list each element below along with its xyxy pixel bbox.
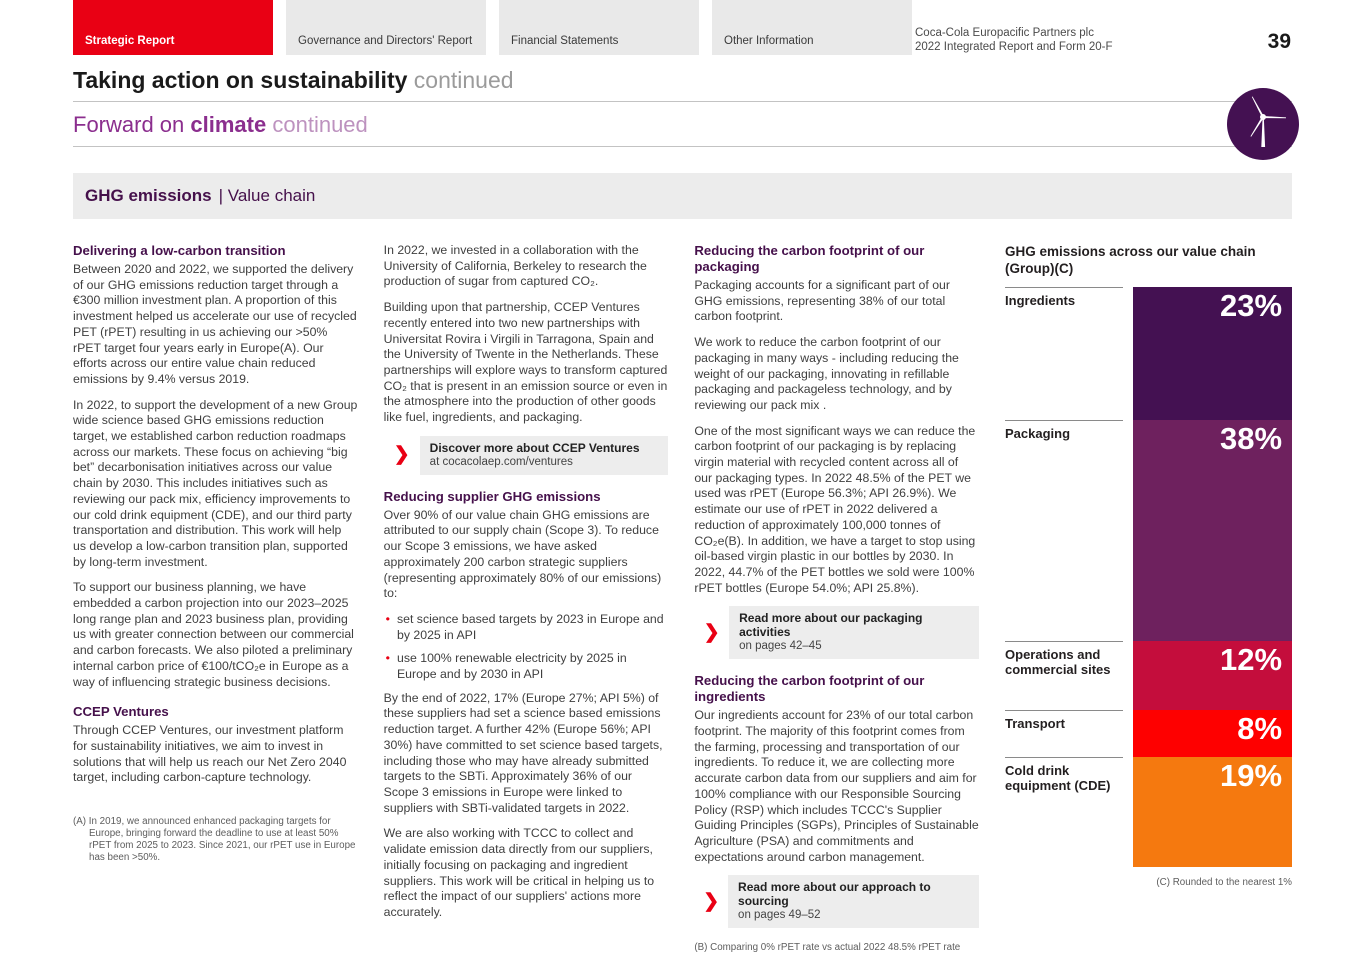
paragraph: Building upon that partnership, CCEP Ventures recently entered into two new partnerships with Universitat Rovira i Virgili in Tarragona, Spain and the University of Twente in the Netherlands. These partnerships will explore ways to transform captured CO₂ that is present in an emission source or even in the atmosphere into the production of other goods like fuel, ingredients, and packaging. — [383, 300, 668, 425]
tab-financial-statements[interactable] — [499, 0, 699, 55]
chart-category-label: Transport — [1005, 710, 1123, 731]
chart-category-label: Packaging — [1005, 420, 1123, 441]
tab-other-information[interactable] — [712, 0, 912, 55]
discover-ccep-ventures-link[interactable] — [384, 436, 669, 475]
bullet-icon: • — [385, 611, 390, 626]
company-name: Coca-Cola Europacific Partners plc — [915, 27, 1094, 39]
tab-governance-report[interactable] — [286, 0, 486, 55]
paragraph: Over 90% of our value chain GHG emissions are attributed to our supply chain (Scope 3). To reduce our Scope 3 emissions, we have asked approximately 200 carbon strategic suppliers (representing approximately 80% of our emissions) to: — [383, 507, 662, 601]
callout-subtitle: on pages 42–45 — [739, 640, 822, 653]
article-columns — [73, 243, 1292, 954]
value-chain-emissions-chart — [1005, 243, 1292, 954]
callout-text — [728, 875, 979, 928]
report-title: 2022 Integrated Report and Form 20-F — [915, 41, 1113, 53]
subtitle-prefix: Forward on — [73, 112, 185, 137]
footnote-a: (A) In 2019, we announced enhanced packaging targets for Europe, bringing forward the deadline to use at least 50% rPET from 2025 to 2023. Since 2021, our rPET use in Europe has been >50%. — [73, 816, 356, 864]
packaging-activities-link[interactable] — [694, 606, 979, 659]
chart-segment-value: 12% — [1219, 641, 1283, 677]
chart-segment-value: 19% — [1219, 757, 1283, 793]
footnote-c: (C) Rounded to the nearest 1% — [1156, 877, 1293, 888]
heading-low-carbon-transition: Delivering a low-carbon transition — [73, 243, 286, 258]
section-tab-bar — [73, 0, 912, 55]
chevron-right-icon: ❯ — [694, 606, 729, 659]
callout-title: Read more about our approach to sourcing — [738, 880, 931, 909]
paragraph: In 2022, to support the development of a new Group wide science based GHG emissions reduction target, we established carbon reduction roadmaps across our markets. These focus on achieving “big bet” decarbonisation initiatives across our value chain by 2030. This includes initiatives such as reviewing our pack mix, efficiency improvements to our cold drink equipment (CDE), and our third party transportation and distribution. This work will help us develop a low-carbon transition plan, supported by long-term investment. — [73, 397, 358, 569]
paragraph: Through CCEP Ventures, our investment platform for sustainability initiatives, we aim to invest in solutions that will help us reach our Net Zero 2040 target, including carbon-capture technology. — [73, 723, 347, 785]
tab-label: Governance and Directors' Report — [298, 35, 473, 47]
chevron-right-icon: ❯ — [384, 436, 420, 475]
list-item — [384, 612, 669, 643]
chart-title: GHG emissions across our value chain (Group)(C) — [1005, 244, 1256, 276]
title-main: Taking action on sustainability — [73, 67, 408, 93]
column-supplier-emissions — [384, 243, 669, 954]
bullet-text: use 100% renewable electricity by 2025 in Europe and by 2030 in API — [396, 651, 627, 682]
sourcing-approach-link[interactable] — [694, 875, 979, 928]
report-identifier — [915, 26, 1113, 54]
chart-segment-value: 23% — [1219, 288, 1283, 323]
heading-packaging-footprint: Reducing the carbon footprint of our packaging — [694, 243, 925, 274]
chart-segment — [1133, 710, 1292, 756]
tab-strategic-report[interactable] — [73, 0, 273, 55]
paragraph: Our ingredients account for 23% of our total carbon footprint. The majority of this footprint comes from the farming, processing and transportation of our ingredients. To reduce it, we are collecting more accurate carbon data from our suppliers and aim for 100% compliance with our Responsible Sourcing Policy (RSP) which includes TCCC's Supplier Guiding Principles (SGPs), Principles of Sustainable Agriculture (PSA) and commitments and expectations around carbon management. — [694, 708, 979, 864]
tab-label: Strategic Report — [85, 35, 175, 47]
section-banner — [73, 173, 1292, 219]
paragraph: One of the most significant ways we can reduce the carbon footprint of our packaging is by replacing virgin material with recycled content across all of our packaging types. In 2022 48.5% of the PET we used was rPET (Europe 56.3%; API 26.9%). We estimate our use of rPET in 2022 delivered a reduction of approximately 100,000 tonnes of CO₂e(B). In addition, we have a target to stop using oil-based virgin plastic in our bottles by 2030. In 2022, 44.7% of the PET bottles we sold were 100% rPET bottles (Europe 54.0%; API 25.8%). — [694, 423, 976, 595]
heading-ccep-ventures: CCEP Ventures — [73, 704, 169, 720]
chart-body — [1005, 287, 1292, 867]
callout-title: Read more about our packaging activities — [739, 611, 923, 640]
footnote-b: (B) Comparing 0% rPET rate vs actual 2022 48.5% rPET rate — [694, 942, 961, 954]
list-item — [384, 651, 669, 682]
callout-text — [729, 606, 979, 659]
chart-segment — [1133, 287, 1292, 420]
chart-segment-value: 38% — [1219, 421, 1283, 457]
wind-turbine-icon — [1227, 88, 1299, 160]
page-title — [73, 66, 1292, 94]
callout-title: Discover more about CCEP Ventures — [429, 440, 640, 455]
subtitle-continued: continued — [272, 112, 368, 137]
callout-subtitle: on pages 49–52 — [738, 909, 821, 922]
page-subtitle — [73, 111, 1292, 139]
paragraph: Between 2020 and 2022, we supported the delivery of our GHG emissions reduction target through a €300 million investment plan. A proportion of this investment helped us accelerate our use of recycled PET (rPET) resulting in us achieving our >50% rPET target four years early in Europe(A). Our efforts across our entire value chain reduced emissions by 9.4% versus 2019. — [73, 262, 357, 386]
chart-segment-value: 8% — [1237, 711, 1283, 747]
paragraph: Packaging accounts for a significant part of our GHG emissions, representing 38% of our total carbon footprint. — [694, 278, 950, 324]
chart-stacked-bar — [1133, 287, 1292, 867]
banner-subtitle: | Value chain — [218, 186, 316, 205]
page-number: 39 — [1267, 30, 1291, 53]
tab-label: Financial Statements — [511, 35, 619, 47]
bullet-icon: • — [385, 651, 390, 666]
page-content — [73, 66, 1292, 954]
heading-supplier-ghg-emissions: Reducing supplier GHG emissions — [383, 488, 601, 504]
chart-category-label: Ingredients — [1005, 287, 1123, 308]
chart-segment — [1133, 641, 1292, 711]
heading-ingredients-footprint: Reducing the carbon footprint of our ingredients — [694, 673, 925, 705]
chart-segment — [1133, 757, 1292, 867]
paragraph: We work to reduce the carbon footprint of our packaging in many ways - including reducing the weight of our packaging, innovating in refillable packaging and packageless technology, and by reviewing our pack mix . — [694, 335, 959, 412]
chart-segment — [1133, 420, 1292, 640]
divider — [73, 146, 1292, 147]
divider — [73, 101, 1292, 102]
tab-label: Other Information — [724, 35, 814, 47]
paragraph: We are also working with TCCC to collect and validate emission data directly from our suppliers, initially focusing on packaging and ingredient suppliers. This work will be critical in helping us to reflect the impact of our suppliers' actions more accurately. — [383, 826, 655, 919]
bullet-text: set science based targets by 2023 in Europe and by 2025 in API — [396, 611, 664, 642]
callout-subtitle: at cocacolaep.com/ventures — [429, 455, 573, 468]
subtitle-keyword: climate — [190, 112, 267, 137]
chevron-right-icon: ❯ — [694, 875, 728, 928]
column-low-carbon-transition — [73, 243, 358, 954]
paragraph: In 2022, we invested in a collaboration with the University of California, Berkeley to research the production of sugar from captured CO₂. — [383, 243, 647, 289]
column-packaging-ingredients — [694, 243, 979, 954]
chart-category-label: Operations and commercial sites — [1005, 641, 1123, 677]
paragraph: To support our business planning, we have embedded a carbon projection into our 2023–2025 long range plan and 2023 business plan, providing us with greater connection between our commercial and carbon forecasts. We also piloted a preliminary internal carbon price of €100/tCO₂e in Europe as a way of influencing strategic business decisions. — [73, 580, 354, 689]
chart-category-label: Cold drink equipment (CDE) — [1005, 757, 1123, 793]
title-continued: continued — [413, 67, 514, 93]
chart-label-column — [1005, 287, 1133, 867]
callout-text — [420, 436, 650, 475]
paragraph: By the end of 2022, 17% (Europe 27%; API 5%) of these suppliers had set a science based emissions reduction target. A further 42% (Europe 56%; API 30%) have committed to set science based targets, including those who may have already submitted targets to the SBTi. Approximately 36% of our Scope 3 emissions in Europe were linked to suppliers with SBTi-validated targets in 2022. — [383, 690, 663, 815]
banner-title: GHG emissions — [85, 186, 212, 205]
